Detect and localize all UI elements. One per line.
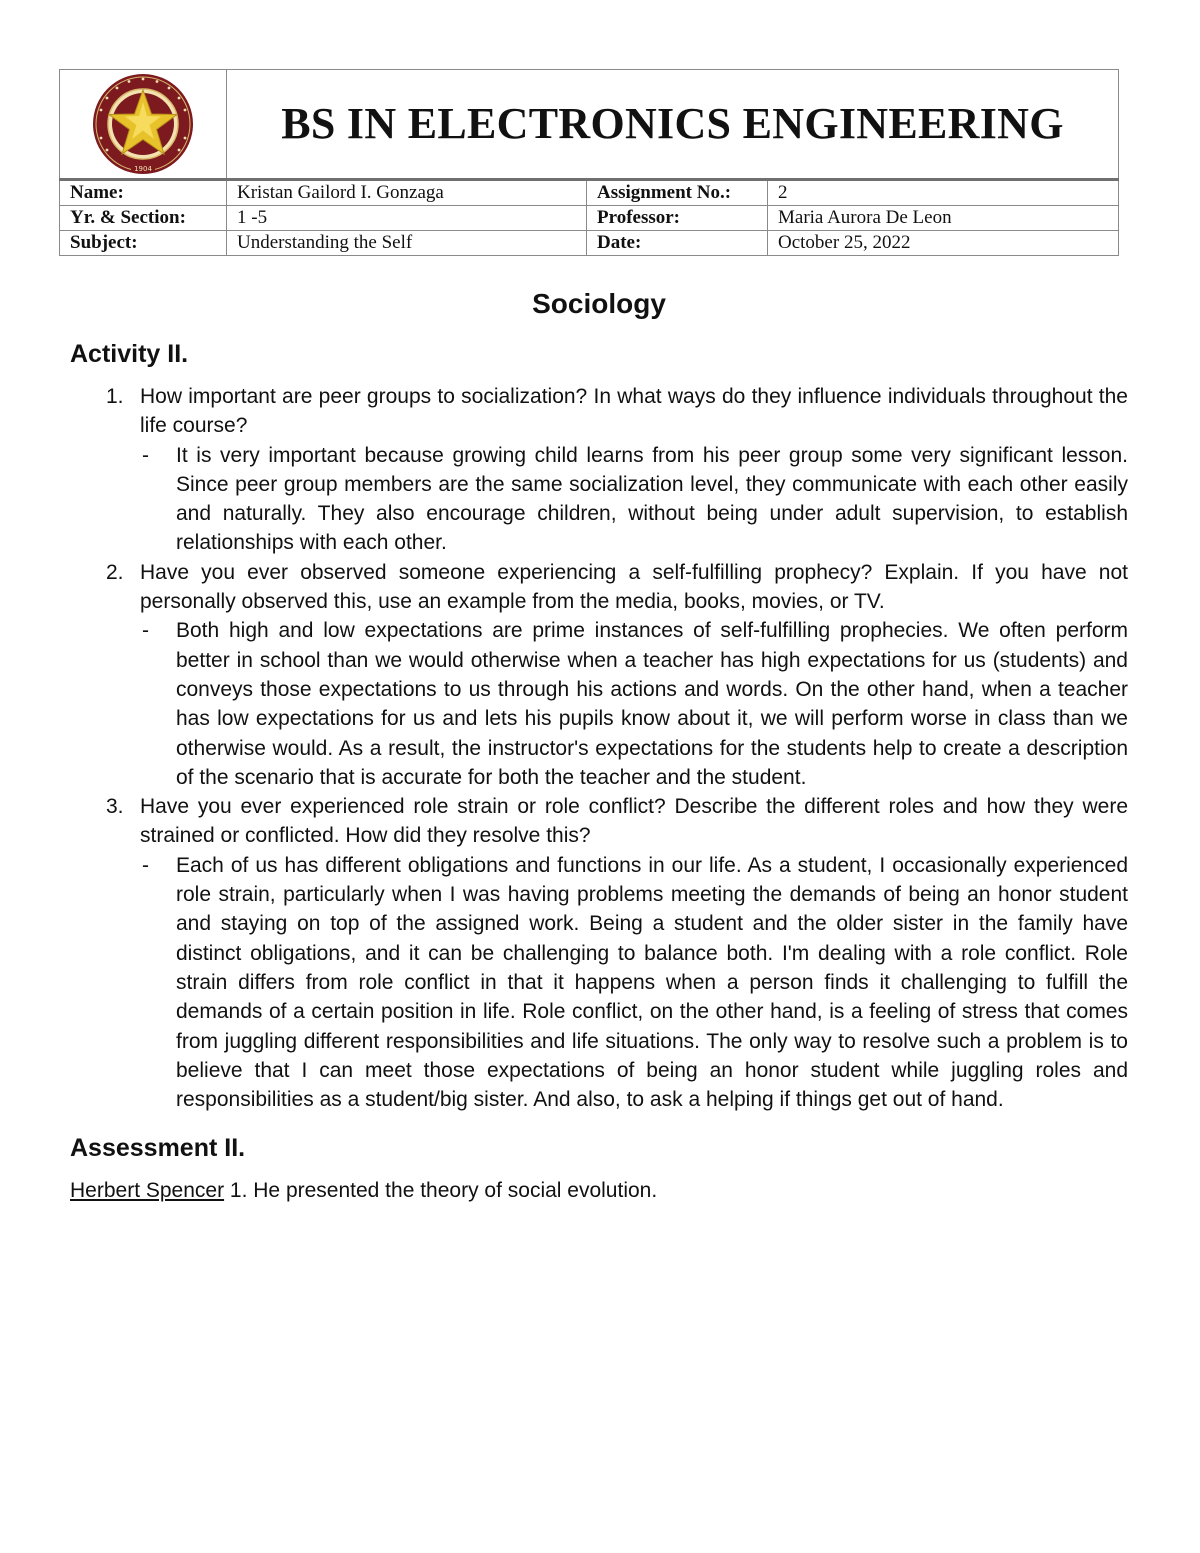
question-text: How important are peer groups to socialization? In what ways do they influence individuals throughout the life course? bbox=[140, 385, 1128, 438]
answer-dash: - bbox=[142, 853, 149, 877]
list-item bbox=[70, 382, 1128, 558]
assessment-item bbox=[70, 1176, 1128, 1205]
answer-text: Both high and low expectations are prime instances of self-fulfilling prophecies. We often perform better in school than we would otherwise when a teacher has high expectations for us (students) and conveys those expectations to us through his actions and words. On the other hand, when a teacher has low expectations for us and lets his pupils know about it, we will perform worse in class than we otherwise would. As a result, the instructor's expectations for the students help to create a description of the scenario that is accurate for both the teacher and the student. bbox=[176, 619, 1128, 789]
item-number: 2. bbox=[106, 560, 124, 584]
answer-text: Each of us has different obligations and functions in our life. As a student, I occasionally experienced role strain, particularly when I was having problems meeting the demands of being an honor student and staying on top of the assigned work. Being a student and the older sister in the family have distinct obligations, and it can be challenging to balance both. I'm dealing with a role conflict. Role strain differs from role conflict in that it happens when a person finds it challenging to fulfill the demands of a certain position in life. Role conflict, on the other hand, is a feeling of stress that comes from juggling different responsibilities and life situations. The only way to resolve such a problem is to believe that I can meet those expectations of being an honor student while juggling roles and responsibilities as a student/big sister. And also, to ask a helping if things get out of hand. bbox=[176, 853, 1128, 1112]
answer-dash: - bbox=[142, 443, 149, 467]
university-seal-icon bbox=[91, 72, 195, 176]
activity-heading: Activity II. bbox=[70, 340, 189, 368]
header-table bbox=[59, 69, 1119, 256]
date-label: Date: bbox=[587, 231, 768, 256]
assessment-heading: Assessment II. bbox=[70, 1134, 246, 1163]
subject-value: Understanding the Self bbox=[227, 231, 587, 256]
answer-block bbox=[140, 851, 1128, 1115]
item-number: 1. bbox=[106, 385, 124, 408]
logo-cell bbox=[60, 70, 227, 180]
header-row-section bbox=[60, 206, 1119, 231]
item-number: 3. bbox=[106, 795, 124, 819]
date-value: October 25, 2022 bbox=[768, 231, 1119, 256]
header-row-subject bbox=[60, 231, 1119, 256]
header-row-name bbox=[60, 180, 1119, 206]
header-title-row bbox=[60, 70, 1119, 180]
name-label: Name: bbox=[60, 180, 227, 206]
program-title: BS IN ELECTRONICS ENGINEERING bbox=[227, 70, 1119, 180]
assessment-answer: Herbert Spencer bbox=[70, 1179, 225, 1203]
answer-block bbox=[140, 441, 1128, 558]
list-item bbox=[70, 792, 1128, 1114]
question-text: Have you ever experienced role strain or role conflict? Describe the different roles and how they were strained or conflicted. How did they resolve this? bbox=[140, 795, 1128, 848]
answer-block bbox=[140, 616, 1128, 792]
professor-label: Professor: bbox=[587, 206, 768, 231]
answer-text: It is very important because growing child learns from his peer group some very significant lesson. Since peer group members are the same socialization level, they communicate with each other easily and naturally. They also encourage children, without being under adult supervision, to establish relationships with each other. bbox=[176, 443, 1128, 555]
assessment-statement: 1. He presented the theory of social evolution. bbox=[229, 1179, 658, 1203]
document-body bbox=[70, 282, 1128, 1206]
question-text: Have you ever observed someone experiencing a self-fulfilling prophecy? Explain. If you have not personally observed this, use an example from the media, books, movies, or TV. bbox=[140, 560, 1128, 614]
assignment-value: 2 bbox=[768, 180, 1119, 206]
answer-dash: - bbox=[142, 619, 149, 643]
name-value: Kristan Gailord I. Gonzaga bbox=[227, 180, 587, 206]
seal-year: 1904 bbox=[134, 165, 152, 173]
document-title: Sociology bbox=[532, 288, 666, 319]
subject-label: Subject: bbox=[60, 231, 227, 256]
activity-list bbox=[70, 382, 1128, 1114]
assignment-label: Assignment No.: bbox=[587, 180, 768, 206]
list-item bbox=[70, 558, 1128, 792]
section-label: Yr. & Section: bbox=[60, 206, 227, 231]
section-value: 1 -5 bbox=[227, 206, 587, 231]
professor-value: Maria Aurora De Leon bbox=[768, 206, 1119, 231]
